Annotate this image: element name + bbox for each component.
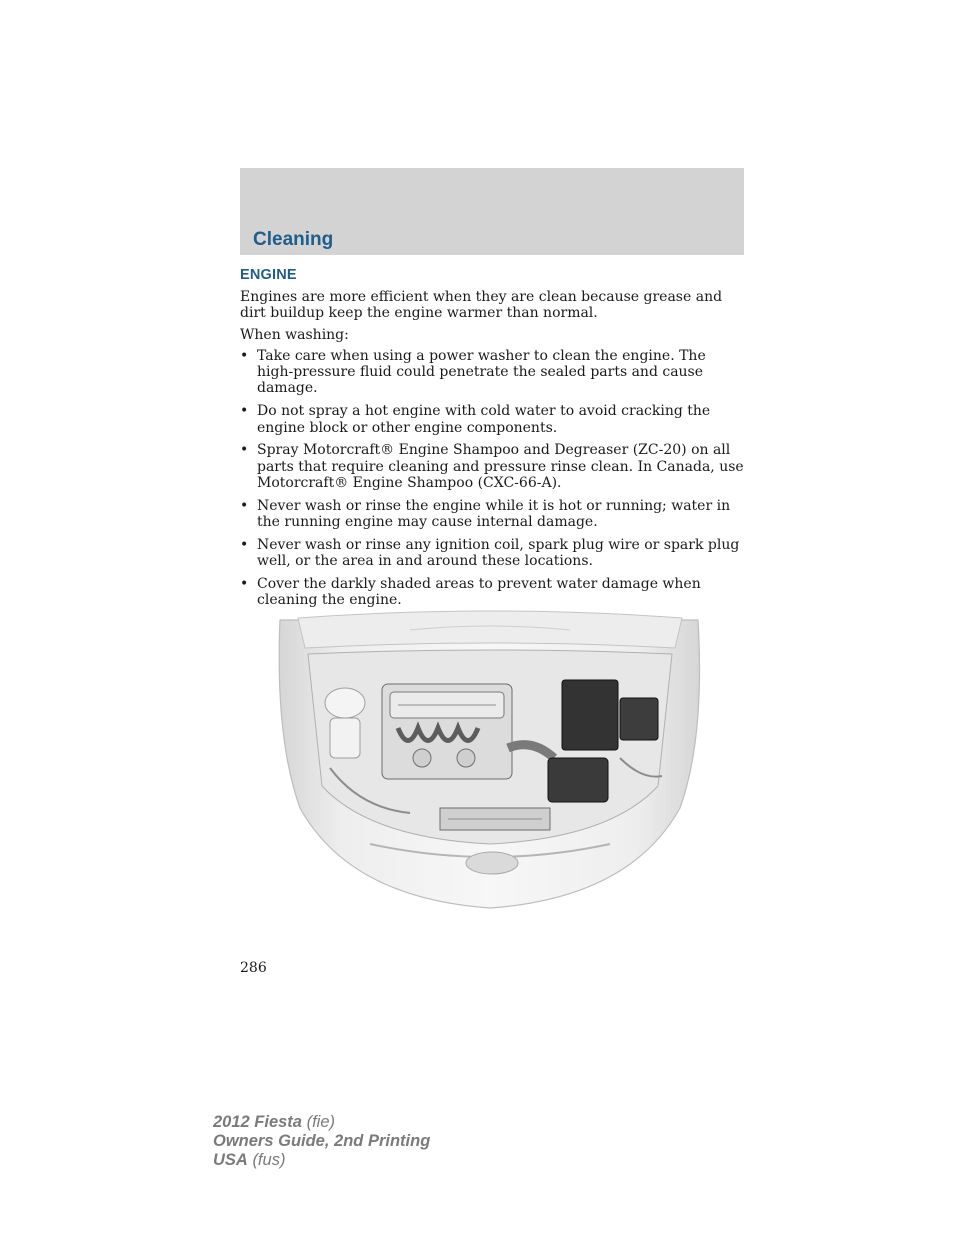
- engine-compartment-illustration: [270, 608, 720, 918]
- footer-market: USA: [213, 1151, 248, 1169]
- intro-paragraph: Engines are more efficient when they are clean because grease and dirt buildup keep the engine warmer than normal.: [240, 289, 723, 322]
- footer-guide: Owners Guide, 2nd Printing: [213, 1132, 431, 1150]
- bullet-marker: •: [240, 442, 249, 459]
- list-item: [240, 403, 746, 436]
- list-item-text: Never wash or rinse the engine while it is hot or running; water in the running engine may cause internal damage.: [257, 497, 731, 531]
- list-item-text: Spray Motorcraft® Engine Shampoo and Degreaser (ZC-20) on all parts that require cleaning and pressure rinse clean. In Canada, use Motorcraft® Engine Shampoo (CXC-66-A).: [257, 442, 744, 491]
- document-footer: [213, 1113, 430, 1170]
- list-item: [240, 442, 746, 491]
- section-heading: ENGINE: [240, 267, 297, 283]
- list-item: [240, 498, 746, 531]
- chapter-header-band: [240, 168, 744, 255]
- list-item-text: Do not spray a hot engine with cold water to avoid cracking the engine block or other engine components.: [257, 403, 711, 436]
- section-content: [240, 267, 746, 615]
- bullet-marker: •: [240, 403, 249, 420]
- list-item: [240, 348, 746, 397]
- bullet-marker: •: [240, 575, 249, 592]
- footer-line-1: [213, 1113, 430, 1132]
- footer-model: 2012 Fiesta: [213, 1113, 302, 1131]
- washing-tips-list: [240, 348, 746, 609]
- bullet-marker: •: [240, 347, 249, 364]
- chapter-title: Cleaning: [253, 229, 334, 250]
- footer-line-3: [213, 1151, 430, 1170]
- list-item: [240, 576, 746, 609]
- list-item: [240, 537, 746, 570]
- list-item-text: Never wash or rinse any ignition coil, spark plug wire or spark plug well, or the area in and around these locations.: [257, 536, 740, 570]
- bullet-marker: •: [240, 497, 249, 514]
- page-number: 286: [240, 960, 267, 976]
- list-item-text: Take care when using a power washer to clean the engine. The high-pressure fluid could penetrate the sealed parts and cause damage.: [257, 347, 706, 397]
- when-washing-label: When washing:: [240, 326, 349, 343]
- bullet-marker: •: [240, 536, 249, 553]
- footer-model-code: (fie): [306, 1113, 335, 1131]
- list-item-text: Cover the darkly shaded areas to prevent water damage when cleaning the engine.: [257, 575, 701, 609]
- footer-line-2: [213, 1132, 430, 1151]
- footer-market-code: (fus): [252, 1151, 286, 1169]
